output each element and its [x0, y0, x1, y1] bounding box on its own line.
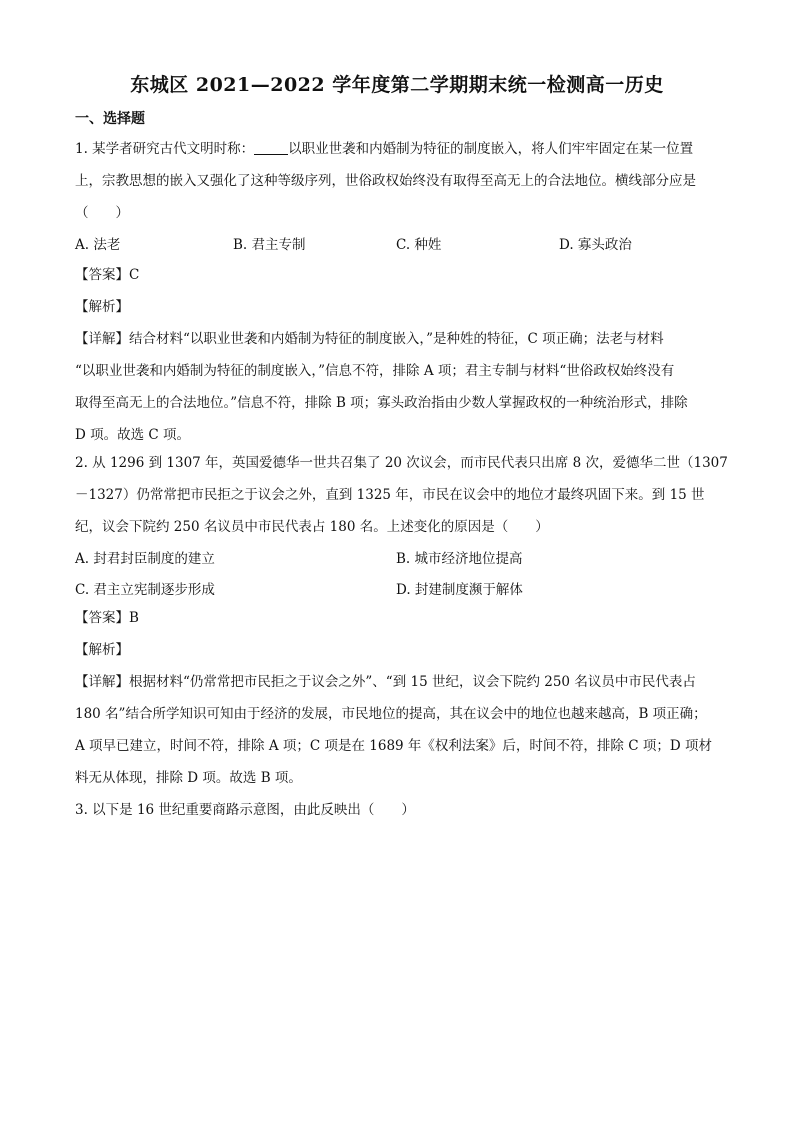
q1-detail-line-2: “以职业世袭和内婚制为特征的制度嵌入，”信息不符，排除 A 项；君主专制与材料“世俗政权始终没有 [75, 363, 675, 379]
q2-detail-line-1: 【详解】根据材料“仍常常把市民拒之于议会之外”、“到 15 世纪，议会下院约 250 名议员中市民代表占 [75, 674, 696, 690]
q1-stem-pre: 1. 某学者研究古代文明时称： [75, 141, 255, 157]
q2-detail-line-3: A 项早已建立，时间不符，排除 A 项；C 项是在 1689 年《权利法案》后，时间不符，排除 C 项；D 项材 [75, 738, 712, 754]
q1-stem-post: 以职业世袭和内婚制为特征的制度嵌入，将人们牢牢固定在某一位置 [288, 141, 694, 157]
q1-analysis-heading: 【解析】 [75, 299, 129, 315]
q1-option-b: B. 君主专制 [233, 237, 306, 253]
q2-option-b: B. 城市经济地位提高 [396, 551, 523, 567]
q2-stem-line-3: 纪，议会下院约 250 名议员中市民代表占 180 名。上述变化的原因是（ ） [75, 519, 549, 535]
q2-option-a: A. 封君封臣制度的建立 [75, 551, 215, 567]
q3-stem-line-1: 3. 以下是 16 世纪重要商路示意图，由此反映出（ ） [75, 802, 415, 818]
q1-stem-line-3: （ ） [75, 205, 129, 221]
q1-stem-line-1 [75, 133, 720, 165]
section-heading: 一、选择题 [75, 111, 145, 127]
q1-detail-line-1: 【详解】结合材料“以职业世袭和内婚制为特征的制度嵌入，”是种姓的特征，C 项正确；法老与材料 [75, 331, 664, 347]
q2-analysis-heading: 【解析】 [75, 642, 129, 658]
q2-detail-line-4: 料无从体现，排除 D 项。故选 B 项。 [75, 770, 302, 786]
q1-answer: 【答案】C [75, 267, 140, 283]
q2-option-c: C. 君主立宪制逐步形成 [75, 582, 215, 598]
q1-detail-line-4: D 项。故选 C 项。 [75, 427, 191, 443]
q2-stem-line-2: －1327）仍常常把市民拒之于议会之外，直到 1325 年，市民在议会中的地位才最终巩固下来。到 15 世 [75, 487, 705, 503]
q1-detail-line-3: 取得至高无上的合法地位。”信息不符，排除 B 项；寡头政治指由少数人掌握政权的一种统治形式，排除 [75, 395, 688, 411]
q2-stem-line-1: 2. 从 1296 到 1307 年，英国爱德华一世共召集了 20 次议会，而市民代表只出席 8 次，爱德华二世（1307 [75, 455, 728, 471]
q1-blank [254, 140, 288, 155]
q1-stem-line-2: 上，宗教思想的嵌入又强化了这种等级序列，世俗政权始终没有取得至高无上的合法地位。横线部分应是 [75, 173, 696, 189]
q1-option-a: A. 法老 [75, 237, 121, 253]
q2-answer: 【答案】B [75, 610, 139, 626]
q2-detail-line-2: 180 名”结合所学知识可知由于经济的发展，市民地位的提高，其在议会中的地位也越来越高，B 项正确； [75, 706, 707, 722]
q1-option-c: C. 种姓 [396, 237, 442, 253]
document-title: 东城区 2021—2022 学年度第二学期期末统一检测高一历史 [130, 74, 664, 96]
q1-option-d: D. 寡头政治 [559, 237, 632, 253]
q2-option-d: D. 封建制度濒于解体 [396, 582, 523, 598]
